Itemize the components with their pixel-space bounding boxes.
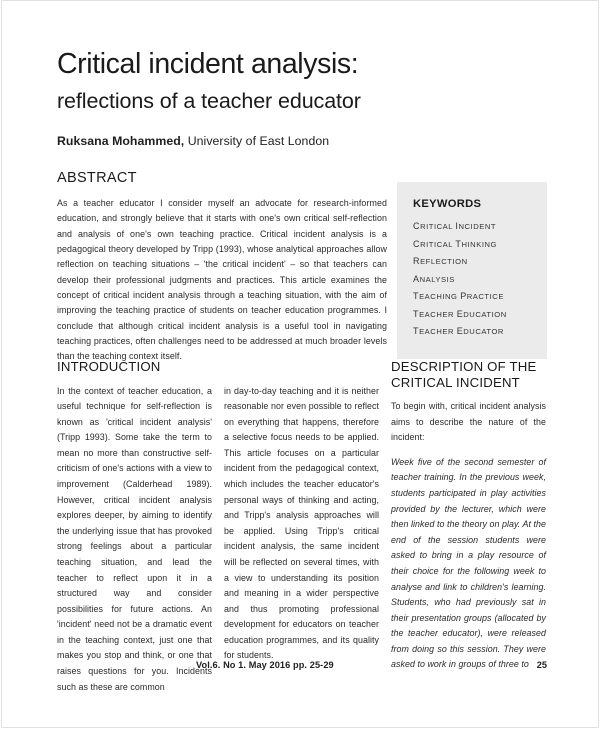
keyword-item: ANALYSIS [413,273,455,284]
page-title: Critical incident analysis: [57,48,359,80]
keyword-item: CRITICAL INCIDENT [413,221,497,232]
body-column-2 [224,359,379,659]
body-column-1 [57,359,212,692]
paper-content-sheet [57,1,547,727]
description-heading: DESCRIPTION OF THE CRITICAL INCIDENT [391,359,537,390]
keyword-item: CRITICAL THINKING [413,238,497,249]
abstract-section [57,170,547,362]
body-paragraph: in day-to-day teaching and it is neither reasonable nor even possible to reflect on everything that happens, therefore a selective focus needs to be applied. This article focuses on a particular incident from the pedagogical context, which includes the teacher educator's personal ways of thinking and acting, and Tripp's analysis approaches will be applied. Using Tripp's critical incident analysis, the same incident will be reflected on several times, with a view to understanding its position and meaning in a wider perspective and thus promoting professional development for educators on teacher education programmes, and its quality for students. [224,385,379,661]
incident-blockquote: Week five of the second semester of teacher training. In the previous week, students participated in play activities provided by the lecturer, which were then linked to the theory on play. At the end of the session students were asked to bring in a play resource of their choice for the following week to analyse and link to children's learning. Students, who had previously sat in their presentation groups (allocated by the teacher educator), were released from doing so this session. They were asked to work in groups of three to [391,456,546,670]
keywords-heading: KEYWORDS [413,198,482,211]
author-name: Ruksana Mohammed, [57,134,185,149]
page-subtitle: reflections of a teacher educator [57,88,361,113]
author-affiliation: University of East London [184,134,330,149]
paper-page [1,0,599,728]
body-paragraph: In the context of teacher education, a useful technique for self-reflection is known as 'critical incident analysis' (Tripp 1993). Some take the term to mean no more than constructive self-criticism of one's actions with a view to improvement (Calderhead 1989). However, critical incident analysis explores deeper, by aiming to identify the underlying issue that has provoked strong feelings about a particular teaching situation, and lead the teacher to reflect upon it in a structured way and consider possibilities for future actions. An 'incident' need not be a dramatic event in the teaching context, just one that makes you stop and think, or one that raises questions for you. Incidents such as these are common [57,385,212,692]
page-number: 25 [536,660,547,670]
author-byline [57,134,547,148]
body-paragraph: To begin with, critical incident analysis aims to describe the nature of the incident: [391,401,546,443]
keyword-item: TEACHER EDUCATOR [413,326,504,337]
abstract-text: As a teacher educator I consider myself an advocate for research-informed education, and strongly believe that it starts with one's own critical self-reflection and analysis of one's own teaching practice. Critical incident analysis is a pedagogical theory developed by Tripp (1993), whose analytical approaches allow reflection on teaching situations – 'the critical incident' – so that teachers can develop their professional judgments and practices. This article examines the concept of critical incident analysis through a teaching situation, with the aim of improving the teaching practice of students on teacher education programmes. I conclude that although critical incident analysis is a useful tool in navigating teaching practices, often challenges need to be addressed at much broader levels than the teaching context itself. [57,198,387,362]
journal-citation: Vol.6. No 1. May 2016 pp. 25-29 [196,660,334,670]
page-footer [57,660,547,680]
keyword-item: TEACHING PRACTICE [413,291,504,302]
keyword-item: TEACHER EDUCATION [413,308,507,319]
abstract-heading: ABSTRACT [57,170,137,187]
introduction-heading: INTRODUCTION [57,359,161,374]
keyword-item: REFLECTION [413,256,468,267]
keywords-panel [397,182,547,359]
